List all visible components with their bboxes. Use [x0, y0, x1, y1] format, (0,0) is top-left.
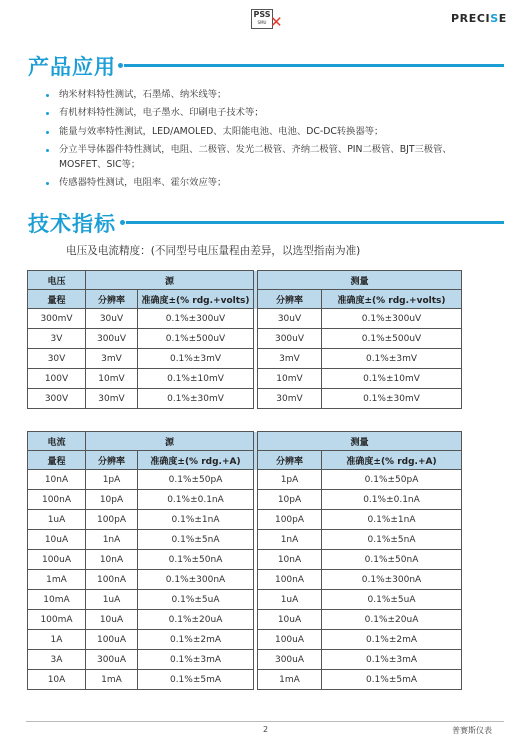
measure-group-header: 测量: [258, 432, 462, 451]
column-header-measure-resolution: 分辨率: [258, 290, 322, 309]
source-accuracy-cell: 0.1%±50pA: [138, 470, 254, 490]
source-accuracy-cell: 0.1%±300uV: [138, 309, 254, 329]
measure-accuracy-cell: 0.1%±2mA: [322, 630, 462, 650]
source-resolution-cell: 1uA: [86, 590, 138, 610]
table-row: [28, 389, 462, 409]
measure-accuracy-cell: 0.1%±20uA: [322, 610, 462, 630]
page-number: 2: [263, 725, 269, 734]
measure-resolution-cell: 300uV: [258, 329, 322, 349]
source-resolution-cell: 30mV: [86, 389, 138, 409]
range-cell: 100mA: [28, 610, 86, 630]
range-cell: 1mA: [28, 570, 86, 590]
measure-resolution-cell: 30mV: [258, 389, 322, 409]
bullet-dot-icon: [46, 112, 49, 115]
source-resolution-cell: 3mV: [86, 349, 138, 369]
applications-title-rule: [124, 64, 504, 67]
logo-x-mark-icon: ✕: [270, 13, 283, 31]
application-item-text: 纳米材料特性测试，石墨烯、纳米线等；: [59, 89, 227, 100]
range-cell: 3A: [28, 650, 86, 670]
measure-accuracy-cell: 0.1%±1nA: [322, 510, 462, 530]
application-item-text: 分立半导体器件特性测试，电阻、二极管、发光二极管、齐纳二极管、PIN二极管、BJT三极管、MOSFET、SIC等；: [59, 144, 452, 170]
measure-accuracy-cell: 0.1%±300nA: [322, 570, 462, 590]
source-resolution-cell: 300uA: [86, 650, 138, 670]
measure-accuracy-cell: 0.1%±300uV: [322, 309, 462, 329]
source-accuracy-cell: 0.1%±50nA: [138, 550, 254, 570]
source-accuracy-cell: 0.1%±5nA: [138, 530, 254, 550]
bullet-dot-icon: [46, 131, 49, 134]
page-header: [0, 0, 530, 36]
range-cell: 10mA: [28, 590, 86, 610]
table-row: [28, 610, 462, 630]
measure-accuracy-cell: 0.1%±3mV: [322, 349, 462, 369]
current-spec-table: [27, 431, 462, 690]
source-resolution-cell: 1mA: [86, 670, 138, 690]
specs-title-rule: [126, 221, 504, 224]
measure-accuracy-cell: 0.1%±5mA: [322, 670, 462, 690]
specs-subtitle: 电压及电流精度：(不同型号电压量程由差异，以选型指南为准): [66, 245, 361, 257]
table-quantity-header: 电流: [28, 432, 86, 451]
source-resolution-cell: 10uA: [86, 610, 138, 630]
range-cell: 300mV: [28, 309, 86, 329]
brand-right: E: [498, 12, 507, 25]
source-group-header: 源: [86, 271, 254, 290]
source-accuracy-cell: 0.1%±0.1nA: [138, 490, 254, 510]
bullet-dot-icon: [46, 149, 49, 152]
table-row: [28, 570, 462, 590]
measure-accuracy-cell: 0.1%±10mV: [322, 369, 462, 389]
column-header-source-resolution: 分辨率: [86, 451, 138, 470]
measure-resolution-cell: 10mV: [258, 369, 322, 389]
table-row: [28, 630, 462, 650]
brand-mid: S: [490, 12, 499, 25]
applications-list: [55, 88, 495, 195]
footer-rule: [26, 721, 504, 722]
bullet-dot-icon: [46, 182, 49, 185]
source-resolution-cell: 1pA: [86, 470, 138, 490]
measure-resolution-cell: 10nA: [258, 550, 322, 570]
table-row: [28, 490, 462, 510]
source-accuracy-cell: 0.1%±3mA: [138, 650, 254, 670]
source-resolution-cell: 1nA: [86, 530, 138, 550]
table-row: [28, 670, 462, 690]
source-resolution-cell: 10mV: [86, 369, 138, 389]
source-accuracy-cell: 0.1%±30mV: [138, 389, 254, 409]
source-resolution-cell: 100nA: [86, 570, 138, 590]
measure-resolution-cell: 100uA: [258, 630, 322, 650]
column-header-range: 量程: [28, 451, 86, 470]
range-cell: 10uA: [28, 530, 86, 550]
company-name: 普赛斯仪表: [452, 726, 492, 735]
table-row: [28, 650, 462, 670]
measure-accuracy-cell: 0.1%±500uV: [322, 329, 462, 349]
application-item-text: 传感器特性测试，电阻率、霍尔效应等；: [59, 177, 227, 189]
range-cell: 30V: [28, 349, 86, 369]
source-resolution-cell: 100pA: [86, 510, 138, 530]
table-quantity-header: 电压: [28, 271, 86, 290]
source-accuracy-cell: 0.1%±20uA: [138, 610, 254, 630]
source-group-header: 源: [86, 432, 254, 451]
pss-logo: [251, 9, 281, 31]
table-row: [28, 510, 462, 530]
specs-title: 技术指标: [28, 212, 116, 236]
application-item: [55, 176, 495, 190]
application-item: [55, 143, 495, 172]
range-cell: 10A: [28, 670, 86, 690]
measure-accuracy-cell: 0.1%±50nA: [322, 550, 462, 570]
column-header-source-accuracy: 准确度±(% rdg.+volts): [138, 290, 254, 309]
measure-group-header: 测量: [258, 271, 462, 290]
range-cell: 100nA: [28, 490, 86, 510]
measure-resolution-cell: 3mV: [258, 349, 322, 369]
column-header-measure-accuracy: 准确度±(% rdg.+A): [322, 451, 462, 470]
source-accuracy-cell: 0.1%±500uV: [138, 329, 254, 349]
range-cell: 300V: [28, 389, 86, 409]
voltage-spec-table: [27, 270, 462, 409]
applications-title: 产品应用: [28, 55, 116, 79]
applications-title-dot: [118, 63, 123, 68]
column-header-measure-resolution: 分辨率: [258, 451, 322, 470]
measure-accuracy-cell: 0.1%±0.1nA: [322, 490, 462, 510]
pss-logo-subtext: SMU: [257, 20, 267, 25]
column-header-measure-accuracy: 准确度±(% rdg.+volts): [322, 290, 462, 309]
source-accuracy-cell: 0.1%±2mA: [138, 630, 254, 650]
source-resolution-cell: 10pA: [86, 490, 138, 510]
brand-left: PRECI: [451, 12, 491, 25]
table-row: [28, 530, 462, 550]
measure-resolution-cell: 10uA: [258, 610, 322, 630]
application-item: [55, 106, 495, 120]
source-resolution-cell: 10nA: [86, 550, 138, 570]
table-row: [28, 550, 462, 570]
measure-resolution-cell: 100pA: [258, 510, 322, 530]
table-header-row: [28, 271, 462, 290]
application-item: [55, 125, 495, 139]
table-row: [28, 369, 462, 389]
range-cell: 10nA: [28, 470, 86, 490]
source-accuracy-cell: 0.1%±300nA: [138, 570, 254, 590]
measure-accuracy-cell: 0.1%±3mA: [322, 650, 462, 670]
bullet-dot-icon: [46, 94, 49, 97]
application-item: [55, 88, 495, 102]
specs-title-dot: [120, 220, 125, 225]
source-accuracy-cell: 0.1%±10mV: [138, 369, 254, 389]
table-row: [28, 309, 462, 329]
table-row: [28, 329, 462, 349]
range-cell: 3V: [28, 329, 86, 349]
source-resolution-cell: 100uA: [86, 630, 138, 650]
range-cell: 1uA: [28, 510, 86, 530]
measure-resolution-cell: 1pA: [258, 470, 322, 490]
measure-resolution-cell: 1uA: [258, 590, 322, 610]
range-cell: 100uA: [28, 550, 86, 570]
measure-accuracy-cell: 0.1%±50pA: [322, 470, 462, 490]
source-resolution-cell: 300uV: [86, 329, 138, 349]
measure-accuracy-cell: 0.1%±30mV: [322, 389, 462, 409]
table-column-header-row: [28, 451, 462, 470]
table-row: [28, 349, 462, 369]
source-accuracy-cell: 0.1%±1nA: [138, 510, 254, 530]
application-item-text: 有机材料特性测试，电子墨水、印刷电子技术等；: [59, 107, 264, 119]
table-column-header-row: [28, 290, 462, 309]
measure-accuracy-cell: 0.1%±5nA: [322, 530, 462, 550]
measure-resolution-cell: 1nA: [258, 530, 322, 550]
application-item-text: 能量与效率特性测试，LED/AMOLED、太阳能电池、电池、DC-DC转换器等；: [59, 125, 384, 137]
table-header-row: [28, 432, 462, 451]
measure-accuracy-cell: 0.1%±5uA: [322, 590, 462, 610]
pss-logo-text: PSS: [253, 10, 271, 19]
column-header-source-resolution: 分辨率: [86, 290, 138, 309]
source-accuracy-cell: 0.1%±3mV: [138, 349, 254, 369]
table-row: [28, 470, 462, 490]
column-header-range: 量程: [28, 290, 86, 309]
table-row: [28, 590, 462, 610]
measure-resolution-cell: 300uA: [258, 650, 322, 670]
source-accuracy-cell: 0.1%±5uA: [138, 590, 254, 610]
column-header-source-accuracy: 准确度±(% rdg.+A): [138, 451, 254, 470]
measure-resolution-cell: 1mA: [258, 670, 322, 690]
range-cell: 100V: [28, 369, 86, 389]
source-accuracy-cell: 0.1%±5mA: [138, 670, 254, 690]
measure-resolution-cell: 10pA: [258, 490, 322, 510]
measure-resolution-cell: 100nA: [258, 570, 322, 590]
brand-logo: [451, 12, 507, 25]
range-cell: 1A: [28, 630, 86, 650]
source-resolution-cell: 30uV: [86, 309, 138, 329]
measure-resolution-cell: 30uV: [258, 309, 322, 329]
